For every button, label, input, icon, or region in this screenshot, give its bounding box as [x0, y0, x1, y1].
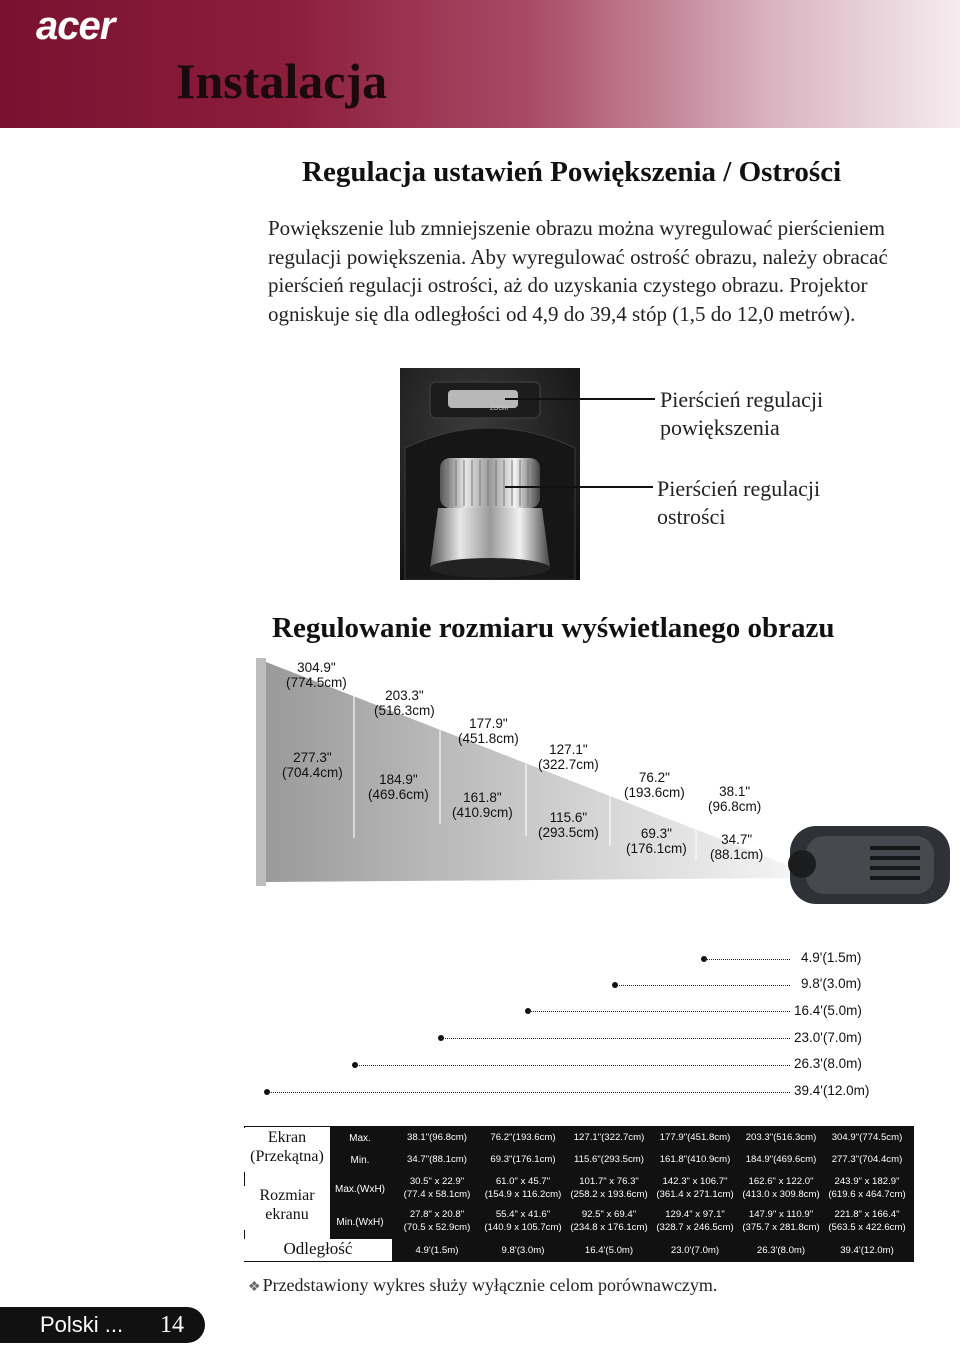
- cell-size-min-6: 221.8" x 166.4" (563.5 x 422.6cm): [828, 1209, 906, 1233]
- cell-size-min-5: 147.9" x 110.9" (375.7 x 281.8cm): [742, 1209, 820, 1233]
- diagram-label-min-3: 161.8" (410.9cm): [452, 790, 513, 820]
- diagram-label-min-4: 115.6" (293.5cm): [538, 810, 599, 840]
- distance-line-4: [441, 1038, 790, 1039]
- diagram-label-max-6: 38.1" (96.8cm): [708, 784, 762, 814]
- diagram-label-max-2: 203.3" (516.3cm): [374, 688, 435, 718]
- focus-ring-callout: [657, 475, 820, 531]
- distance-label-6: 39.4'(12.0m): [794, 1083, 870, 1098]
- zoom-focus-title: Regulacja ustawień Powiększenia / Ostrości: [302, 156, 842, 188]
- cell-size-min-3: 92.5" x 69.4" (234.8 x 176.1cm): [570, 1209, 648, 1233]
- zoom-callout-line1: Pierścień regulacji: [660, 387, 824, 412]
- zoom-focus-paragraph: Powiększenie lub zmniejszenie obrazu można wyregulować pierścieniem regulacji powiększenia. Aby wyregulować ostrość obrazu, należy obracać pierścień regulacji ostrości, aż do uzyskania czystego obrazu. Projektor ogniskuje się dla odległości od 4,9 do 39,4 stóp (1,5 do 12,0 metrów).: [268, 216, 888, 326]
- cell-diag-max-4: 177.9"(451.8cm): [659, 1132, 731, 1143]
- row-head-odleglosc: Odległość: [244, 1239, 392, 1261]
- cell-diag-max-6: 304.9"(774.5cm): [831, 1132, 903, 1143]
- diagram-label-max-3: 177.9" (451.8cm): [458, 716, 519, 746]
- cell-diag-max-1: 38.1"(96.8cm): [407, 1132, 467, 1143]
- diagram-label-min-6: 34.7" (88.1cm): [710, 832, 764, 862]
- header-banner: [0, 0, 960, 128]
- image-size-title: Regulowanie rozmiaru wyświetlanego obrazu: [272, 612, 835, 644]
- cell-diag-min-2: 69.3"(176.1cm): [490, 1154, 556, 1165]
- distance-label-3: 16.4'(5.0m): [794, 1003, 862, 1018]
- cell-diag-min-3: 115.6"(293.5cm): [574, 1154, 644, 1165]
- distance-line-5: [355, 1065, 790, 1066]
- lens-zoom-text: ZOOM: [490, 406, 508, 412]
- footnote: [248, 1275, 717, 1296]
- cell-distance-3: 16.4'(5.0m): [584, 1245, 634, 1256]
- chapter-title: Instalacja: [176, 53, 388, 109]
- focus-callout-line2: ostrości: [657, 504, 726, 529]
- sub-head-max-wxh: Max.(WxH): [334, 1176, 386, 1202]
- page-number: 14: [160, 1312, 184, 1338]
- distance-line-3: [528, 1011, 790, 1012]
- cell-diag-max-2: 76.2"(193.6cm): [490, 1132, 556, 1143]
- cell-size-min-4: 129.4" x 97.1" (328.7 x 246.5cm): [656, 1209, 734, 1233]
- cell-size-max-2: 61.0" x 45.7" (154.9 x 116.2cm): [484, 1176, 562, 1200]
- zoom-callout-line2: powiększenia: [660, 415, 780, 440]
- row-head-rozmiar: Rozmiar ekranu: [244, 1186, 330, 1230]
- distance-line-1: [704, 959, 790, 960]
- language-label: Polski ...: [40, 1312, 124, 1337]
- cell-size-max-6: 243.9" x 182.9" (619.6 x 464.7cm): [828, 1176, 906, 1200]
- cell-diag-min-6: 277.3"(704.4cm): [831, 1154, 903, 1165]
- cell-size-max-3: 101.7" x 76.3" (258.2 x 193.6cm): [570, 1176, 648, 1200]
- zoom-ring-callout: [660, 386, 823, 442]
- diagram-label-max-4: 127.1" (322.7cm): [538, 742, 599, 772]
- cell-size-max-5: 162.6" x 122.0" (413.0 x 309.8cm): [742, 1176, 820, 1200]
- acer-logo: acer: [36, 4, 115, 48]
- diamond-bullet-icon: ❖: [248, 1280, 261, 1295]
- row-head-ekran: Ekran (Przekątna): [244, 1128, 330, 1172]
- diagram-label-min-5: 69.3" (176.1cm): [626, 826, 687, 856]
- distance-line-2: [615, 985, 790, 986]
- focus-callout-line1: Pierścień regulacji: [657, 476, 821, 501]
- diagram-label-max-1: 304.9" (774.5cm): [286, 660, 347, 690]
- cell-size-min-1: 27.8" x 20.8" (70.5 x 52.9cm): [403, 1209, 471, 1233]
- cell-diag-max-3: 127.1"(322.7cm): [573, 1132, 645, 1143]
- screen-size-table: [244, 1126, 914, 1262]
- footnote-text: Przedstawiony wykres służy wyłącznie celom porównawczym.: [262, 1275, 718, 1295]
- cell-size-max-1: 30.5" x 22.9" (77.4 x 58.1cm): [403, 1176, 471, 1200]
- cell-distance-4: 23.0'(7.0m): [670, 1245, 720, 1256]
- cell-size-max-4: 142.3" x 106.7" (361.4 x 271.1cm): [656, 1176, 734, 1200]
- projection-beam-graphic: [250, 656, 960, 906]
- sub-head-min-wxh: Min.(WxH): [334, 1208, 386, 1236]
- distance-label-5: 26.3'(8.0m): [794, 1056, 862, 1071]
- page-badge: [0, 1307, 205, 1343]
- sub-head-min: Min.: [334, 1149, 386, 1171]
- distance-label-4: 23.0'(7.0m): [794, 1030, 862, 1045]
- cell-size-min-2: 55.4" x 41.6" (140.9 x 105.7cm): [484, 1209, 562, 1233]
- projection-size-diagram: [250, 656, 960, 906]
- focus-callout-line: [505, 486, 653, 488]
- cell-diag-min-4: 161.8"(410.9cm): [659, 1154, 731, 1165]
- cell-diag-min-1: 34.7"(88.1cm): [407, 1154, 467, 1165]
- cell-diag-max-5: 203.3"(516.3cm): [745, 1132, 817, 1143]
- diagram-label-min-1: 277.3" (704.4cm): [282, 750, 343, 780]
- diagram-label-max-5: 76.2" (193.6cm): [624, 770, 685, 800]
- cell-distance-2: 9.8'(3.0m): [501, 1245, 545, 1256]
- sub-head-max: Max.: [334, 1127, 386, 1149]
- distance-line-6: [267, 1092, 790, 1093]
- cell-distance-5: 26.3'(8.0m): [756, 1245, 806, 1256]
- diagram-label-min-2: 184.9" (469.6cm): [368, 772, 429, 802]
- distance-label-1: 4.9'(1.5m): [801, 950, 862, 965]
- cell-diag-min-5: 184.9"(469.6cm): [745, 1154, 817, 1165]
- distance-label-2: 9.8'(3.0m): [801, 976, 862, 991]
- zoom-callout-line: [505, 398, 655, 400]
- cell-distance-1: 4.9'(1.5m): [415, 1245, 459, 1256]
- cell-distance-6: 39.4'(12.0m): [840, 1245, 894, 1256]
